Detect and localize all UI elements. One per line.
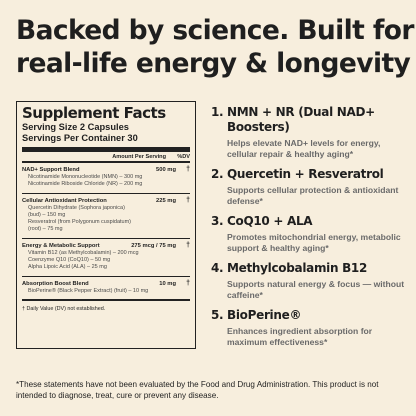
headline-line-2: real-life energy & longevity (16, 48, 411, 79)
ingredient: Quercetin Dihydrate (Sophora japonica) (28, 204, 125, 211)
block-row (22, 166, 190, 174)
ingredient: Vitamin B12 (as Methylcobalamin) – 200 mcg (28, 249, 139, 256)
benefit-title-text: CoQ10 + ALA (227, 214, 313, 228)
supplement-facts-panel (16, 101, 196, 349)
block-name: Cellular Antioxidant Protection (22, 197, 107, 204)
ingredient: Resveratrol (from Polygonum cuspidatum) (28, 219, 132, 226)
benefit-number: 3. (211, 214, 224, 228)
block-row (22, 197, 190, 205)
benefit-title (211, 167, 406, 182)
benefit-description: Promotes mitochondrial energy, metabolic support & healthy aging* (227, 232, 401, 253)
benefit-title-text: BioPerine® (227, 308, 302, 322)
block-row (22, 280, 190, 288)
benefit-item (211, 261, 406, 301)
block-amount: 225 mg (156, 197, 176, 204)
ingredient: Nicotinamide Riboside Chloride (NR) – 200 mg (28, 181, 143, 188)
benefit-description: Supports cellular protection & antioxidant defense* (227, 185, 399, 206)
block-dv: † (186, 241, 190, 249)
header-amount: Amount Per Serving (112, 154, 166, 160)
block-name: Absorption Boost Blend (22, 280, 89, 287)
servings-per-container: Servings Per Container 30 (22, 133, 138, 143)
benefit-title (211, 105, 406, 135)
benefit-title (211, 214, 406, 229)
benefit-description: Supports natural energy & focus — without caffeine* (227, 279, 405, 300)
benefit-item (211, 105, 406, 160)
block-dv: † (186, 279, 190, 287)
facts-block-antioxidant (22, 194, 190, 238)
block-name: Energy & Metabolic Support (22, 242, 100, 249)
disclaimer-line-1: *These statements have not been evaluated by the Food and Drug Administration. This product is not (16, 380, 379, 389)
block-row (22, 242, 190, 250)
facts-title: Supplement Facts (22, 104, 166, 122)
benefit-item (211, 308, 406, 348)
benefit-title (211, 308, 406, 323)
facts-block-nad (22, 163, 190, 193)
benefit-item (211, 167, 406, 207)
block-name: NAD+ Support Blend (22, 167, 80, 173)
fda-disclaimer (16, 379, 408, 401)
ingredient: Nicotinamide Mononucleotide (NMN) – 300 mg (28, 174, 143, 180)
benefit-description: Enhances ingredient absorption for maximum effectiveness* (227, 326, 373, 347)
benefit-number: 5. (211, 308, 224, 322)
block-amount: 275 mcg / 75 mg (131, 242, 176, 249)
benefit-description: Helps elevate NAD+ levels for energy, cellular repair & healthy aging* (227, 138, 381, 159)
benefit-title-text: Methylcobalamin B12 (227, 261, 368, 275)
headline (16, 14, 414, 80)
block-amount: 10 mg (159, 280, 176, 287)
ingredient: Coenzyme Q10 (CoQ10) – 50 mg (28, 257, 111, 264)
benefit-title-text: NMN + NR (Dual NAD+ Boosters) (227, 105, 375, 134)
benefit-title-text: Quercetin + Resveratrol (227, 167, 384, 181)
benefit-item (211, 214, 406, 254)
ingredient: Alpha Lipoic Acid (ALA) – 25 mg (28, 264, 107, 271)
facts-block-absorption (22, 277, 190, 299)
ingredient: (root) – 75 mg (28, 226, 63, 233)
ingredient: (bud) – 150 mg (28, 211, 66, 218)
block-dv: † (186, 166, 190, 173)
headline-line-1: Backed by science. Built for (16, 15, 414, 46)
disclaimer-line-2: intended to diagnose, treat, cure or prevent any disease. (16, 391, 219, 400)
serving-size: Serving Size 2 Capsules (22, 122, 129, 132)
facts-header (22, 152, 190, 161)
benefit-number: 1. (211, 105, 224, 119)
benefit-number: 2. (211, 167, 224, 181)
facts-footnote: † Daily Value (DV) not established. (22, 305, 106, 312)
ingredient: BioPerine® (Black Pepper Extract) (fruit) – 10 mg (28, 287, 149, 294)
block-dv: † (186, 196, 190, 204)
benefit-title (211, 261, 406, 276)
benefits-list (211, 105, 406, 355)
header-dv: %DV (177, 154, 190, 160)
facts-block-energy (22, 239, 190, 276)
benefit-number: 4. (211, 261, 224, 275)
block-amount: 500 mg (156, 167, 176, 173)
